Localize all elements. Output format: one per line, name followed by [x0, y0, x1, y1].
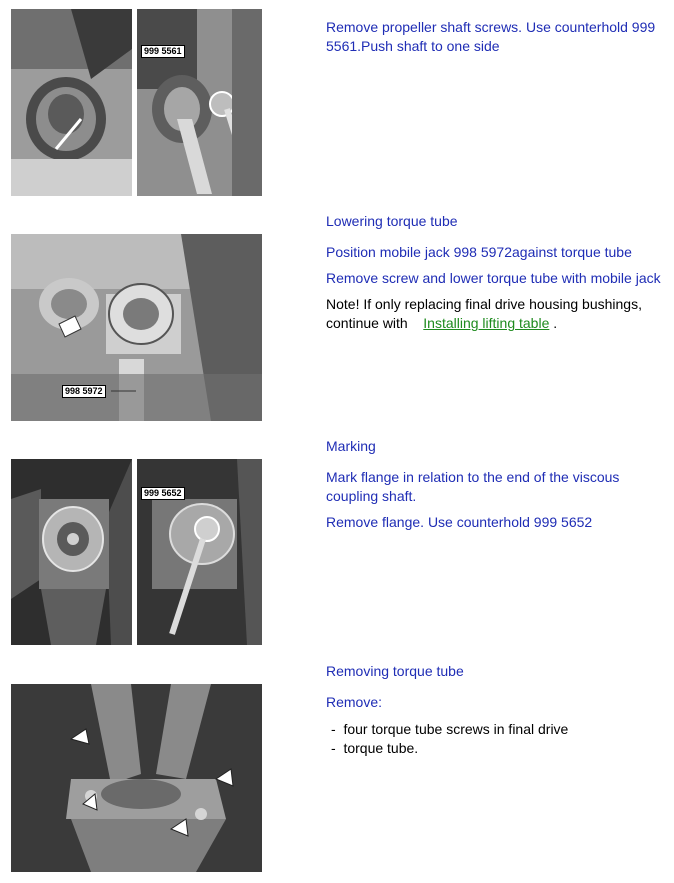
installing-lifting-table-link[interactable]: Installing lifting table [423, 315, 550, 331]
section-3-text [326, 437, 666, 532]
instruction-remove-flange: Remove flange. Use counterhold 999 5652 [326, 514, 593, 530]
photo-flange-right [137, 459, 262, 645]
list-item: - torque tube. [331, 740, 419, 756]
photo-torque-tube-jack [11, 234, 262, 421]
instruction-position-jack: Position mobile jack 998 5972against torque tube [326, 244, 632, 260]
list-item: - four torque tube screws in final drive [331, 721, 569, 737]
instruction-remove-propeller: Remove propeller shaft screws. Use counterhold 999 5561.Push shaft to one side [326, 19, 656, 54]
photo-propeller-shaft-left [11, 9, 132, 196]
heading-marking: Marking [326, 438, 376, 454]
instruction-remove-screw: Remove screw and lower torque tube with mobile jack [326, 270, 661, 286]
tool-label-999-5652: 999 5652 [141, 487, 185, 500]
photo-flange-left [11, 459, 132, 645]
bullet-list [331, 720, 661, 758]
section-1-text [326, 18, 666, 56]
section-4-text [326, 662, 666, 712]
note-paragraph [326, 295, 666, 333]
tool-label-999-5561: 999 5561 [141, 45, 185, 58]
photo-torque-tube-screws [11, 684, 262, 872]
tool-label-998-5972: 998 5972 [62, 385, 106, 398]
heading-removing-torque-tube: Removing torque tube [326, 663, 464, 679]
subheading-remove: Remove: [326, 694, 383, 710]
heading-lowering-torque-tube: Lowering torque tube [326, 213, 458, 229]
note-text: Note! If only replacing final drive housing bushings, continue with [326, 296, 642, 331]
note-end: . [553, 315, 558, 331]
instruction-mark-flange: Mark flange in relation to the end of the viscous coupling shaft. [326, 469, 620, 504]
photo-propeller-shaft-right [137, 9, 262, 196]
section-2-text [326, 212, 666, 333]
